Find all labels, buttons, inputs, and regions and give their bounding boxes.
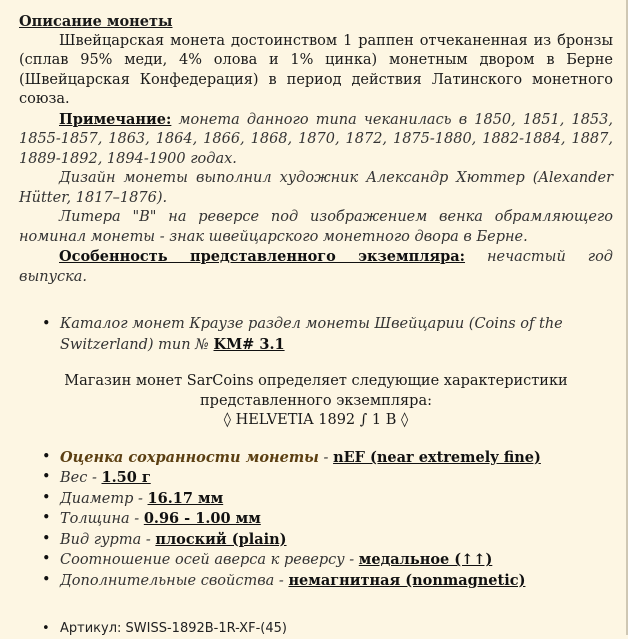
sku-list bbox=[19, 619, 613, 639]
shop-statement bbox=[19, 372, 613, 431]
shop-line-1: Магазин монет SarCoins определяет следующие характеристики bbox=[64, 373, 568, 389]
feature-text: нечастый год выпуска. bbox=[19, 249, 613, 285]
characteristic-item: • Оценка сохранности монеты - nEF (near extremely fine) bbox=[60, 448, 613, 469]
characteristic-item: • Соотношение осей аверса к реверсу - медальное (↑↑) bbox=[60, 550, 613, 571]
characteristic-item: • Толщина - 0.96 - 1.00 мм bbox=[60, 509, 613, 530]
characteristic-item: • Дополнительные свойства - немагнитная (nonmagnetic) bbox=[60, 571, 613, 592]
note-label: Примечание: bbox=[59, 110, 172, 128]
feature-label: Особенность представленного экземпляра: bbox=[59, 248, 466, 265]
characteristic-item: • Диаметр - 16.17 мм bbox=[60, 489, 613, 510]
axis-label: Соотношение осей аверса к реверсу bbox=[60, 552, 345, 568]
description-heading: Описание монеты bbox=[19, 13, 173, 30]
designer-paragraph: Дизайн монеты выполнил художник Александр Хюттер (Alexander Hütter, 1817–1876). bbox=[19, 170, 613, 206]
diameter-value: 16.17 мм bbox=[147, 489, 224, 507]
catalog-text: Каталог монет Краузе раздел монеты Швейцарии (Coins of the Switzerland) тип № bbox=[60, 316, 563, 353]
coin-legend: ◊ HELVETIA 1892 ∫ 1 B ◊ bbox=[223, 412, 409, 428]
edge-label: Вид гурта bbox=[60, 531, 142, 548]
characteristic-item: • Вид гурта - плоский (plain) bbox=[60, 530, 613, 551]
feature-paragraph bbox=[19, 247, 613, 287]
diameter-label: Диаметр bbox=[60, 490, 134, 507]
weight-label: Вес bbox=[60, 470, 88, 486]
thickness-value: 0.96 - 1.00 мм bbox=[143, 510, 261, 527]
characteristic-item: • Вес - 1.50 г bbox=[60, 468, 613, 489]
edge-value: плоский (plain) bbox=[155, 530, 287, 548]
axis-value: медальное (↑↑) bbox=[358, 551, 493, 568]
description-paragraph: Швейцарская монета достоинством 1 раппен отчеканенная из бронзы (сплав 95% меди, 4% олова и 1% цинка) монетным двором в Берне (Швейцарская Конфедерация) в период действия Латинского монетного союза. bbox=[19, 32, 613, 107]
coin-description bbox=[19, 12, 613, 639]
characteristics-list bbox=[19, 448, 613, 592]
note-text: монета данного типа чеканилась в 1850, 1851, 1853, 1855-1857, 1863, 1864, 1866, 1868, 1870, 1872, 1875-1880, 1882-1884, 1887, 1889-1892, 1894-1900 годах. bbox=[19, 111, 613, 167]
properties-label: Дополнительные свойства bbox=[60, 572, 275, 589]
shop-line-2: представленного экземпляра: bbox=[200, 392, 432, 409]
catalog-list bbox=[19, 315, 613, 355]
grade-label: Оценка сохранности монеты bbox=[60, 448, 319, 466]
properties-value: немагнитная (nonmagnetic) bbox=[288, 571, 526, 589]
sku-item: • Артикул: SWISS-1892B-1R-XF-(45) bbox=[60, 619, 613, 639]
grade-value: nEF (near extremely fine) bbox=[333, 448, 541, 466]
thickness-label: Толщина bbox=[60, 511, 130, 527]
weight-value: 1.50 г bbox=[101, 469, 151, 486]
mint-letter-paragraph: Литера "B" на реверсе под изображением венка обрамляющего номинал монеты - знак швейцарского монетного двора в Берне. bbox=[19, 209, 613, 245]
catalog-code-link[interactable]: KM# 3.1 bbox=[213, 335, 285, 353]
note-paragraph bbox=[19, 110, 613, 170]
catalog-item bbox=[60, 315, 613, 355]
